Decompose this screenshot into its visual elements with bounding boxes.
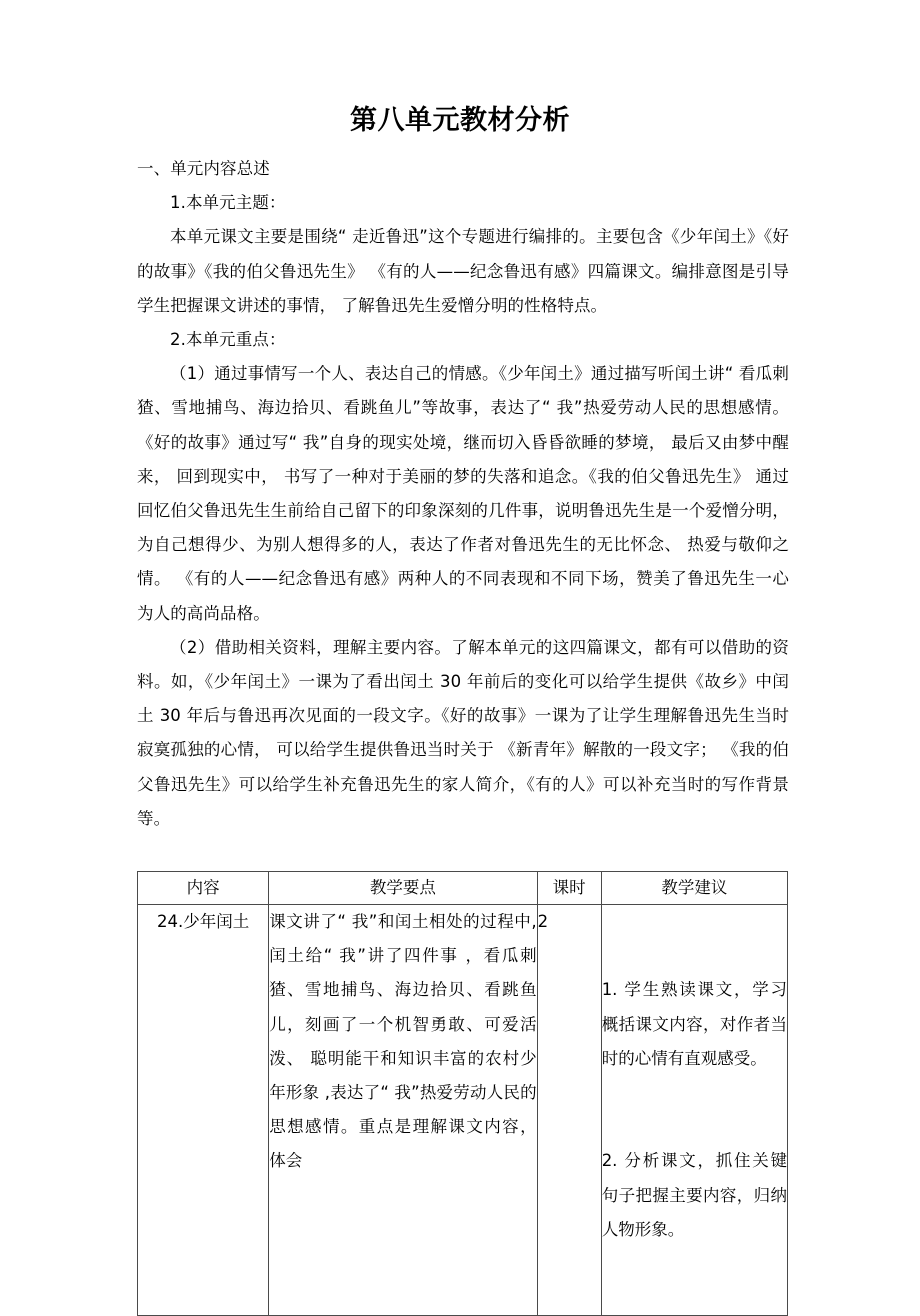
cell-teaching-points: 课文讲了“ 我”和闰土相处的过程中,闰土给“ 我”讲了四件事 ，看瓜刺猹、雪地捕鸟、海边拾贝、看跳鱼儿，刻画了一个机智勇敢、可爱活泼、 聪明能干和知识丰富的农村少年形象 ,表达了“ 我”热爱劳动人民的思想感情。重点是理解课文内容， 体会 [269, 905, 537, 1316]
table-header-row [138, 872, 788, 905]
teaching-plan-table [137, 871, 793, 1316]
section-heading-2: 1.本单元主题： [170, 193, 286, 213]
table-header-advice: 教学建议 [601, 872, 787, 905]
section-heading-1: 一、单元内容总述 [137, 159, 270, 178]
advice-item-1: 1. 学生熟读课文，学习概括课文内容，对作者当时的心情有直观感受。 [601, 980, 787, 1068]
table-header-content: 内容 [138, 872, 269, 905]
advice-item-2: 2. 分析课文，抓住关键句子把握主要内容，归纳 人物形象。 [601, 1151, 793, 1239]
page-title: 第八单元教材分析 [350, 105, 570, 136]
paragraph-key-point-1: （1）通过事情写一个人、表达自己的情感。《少年闰土》通过描写听闰土讲“ 看瓜刺猹、雪地捕鸟、海边拾贝、看跳鱼儿”等故事，表达了“ 我”热爱劳动人民的思想感情。 《好的故事》通过写“ 我”自身的现实处境，继而切入昏昏欲睡的梦境， 最后又由梦中醒来， 回到现实中， 书写了一种对于美丽的梦的失落和追念。《我的伯父鲁迅先生》 通过回忆伯父鲁迅先生生前给自己留下的印象深刻的几件事，说明鲁迅先生是一个爱憎分明， 为自己想得少、为别人想得多的人，表达了作者对鲁迅先生的无比怀念、 热爱与敬仰之情。 《有的人——纪念鲁迅有感》两种人的不同表现和不同下场，赞美了鲁迅先生一心为人的高尚品格。 [137, 364, 795, 623]
cell-class-periods: 2 [537, 905, 601, 1316]
table-row [138, 905, 788, 1316]
table-header-periods: 课时 [537, 872, 601, 905]
cell-teaching-advice [601, 905, 793, 1316]
section-heading-3: 2.本单元重点： [170, 330, 286, 350]
cell-lesson-name: 24.少年闰土 [138, 905, 269, 1316]
paragraph-unit-theme: 本单元课文主要是围绕“ 走近鲁迅”这个专题进行编排的。主要包含《少年闰土》《好的故事》《我的伯父鲁迅先生》 《有的人——纪念鲁迅有感》四篇课文。编排意图是引导学生把握课文讲述的事情， 了解鲁迅先生爱憎分明的性格特点。 [137, 227, 789, 315]
table-header-points: 教学要点 [269, 872, 537, 905]
teaching-plan-table-wrapper [137, 871, 793, 1316]
paragraph-key-point-2: （2）借助相关资料，理解主要内容。了解本单元的这四篇课文，都有可以借助的资料。如，《少年闰土》一课为了看出闰土 30 年前后的变化可以给学生提供《故乡》中闰土 30 年后与鲁迅再次见面的一段文字。《好的故事》一课为了让学生理解鲁迅先生当时寂寞孤独的心情， 可以给学生提供鲁迅当时关于 《新青年》解散的一段文字； 《我的伯父鲁迅先生》可以给学生补充鲁迅先生的家人简介，《有的人》可以补充当时的写作背景等。 [137, 637, 789, 828]
document-body [137, 152, 795, 836]
